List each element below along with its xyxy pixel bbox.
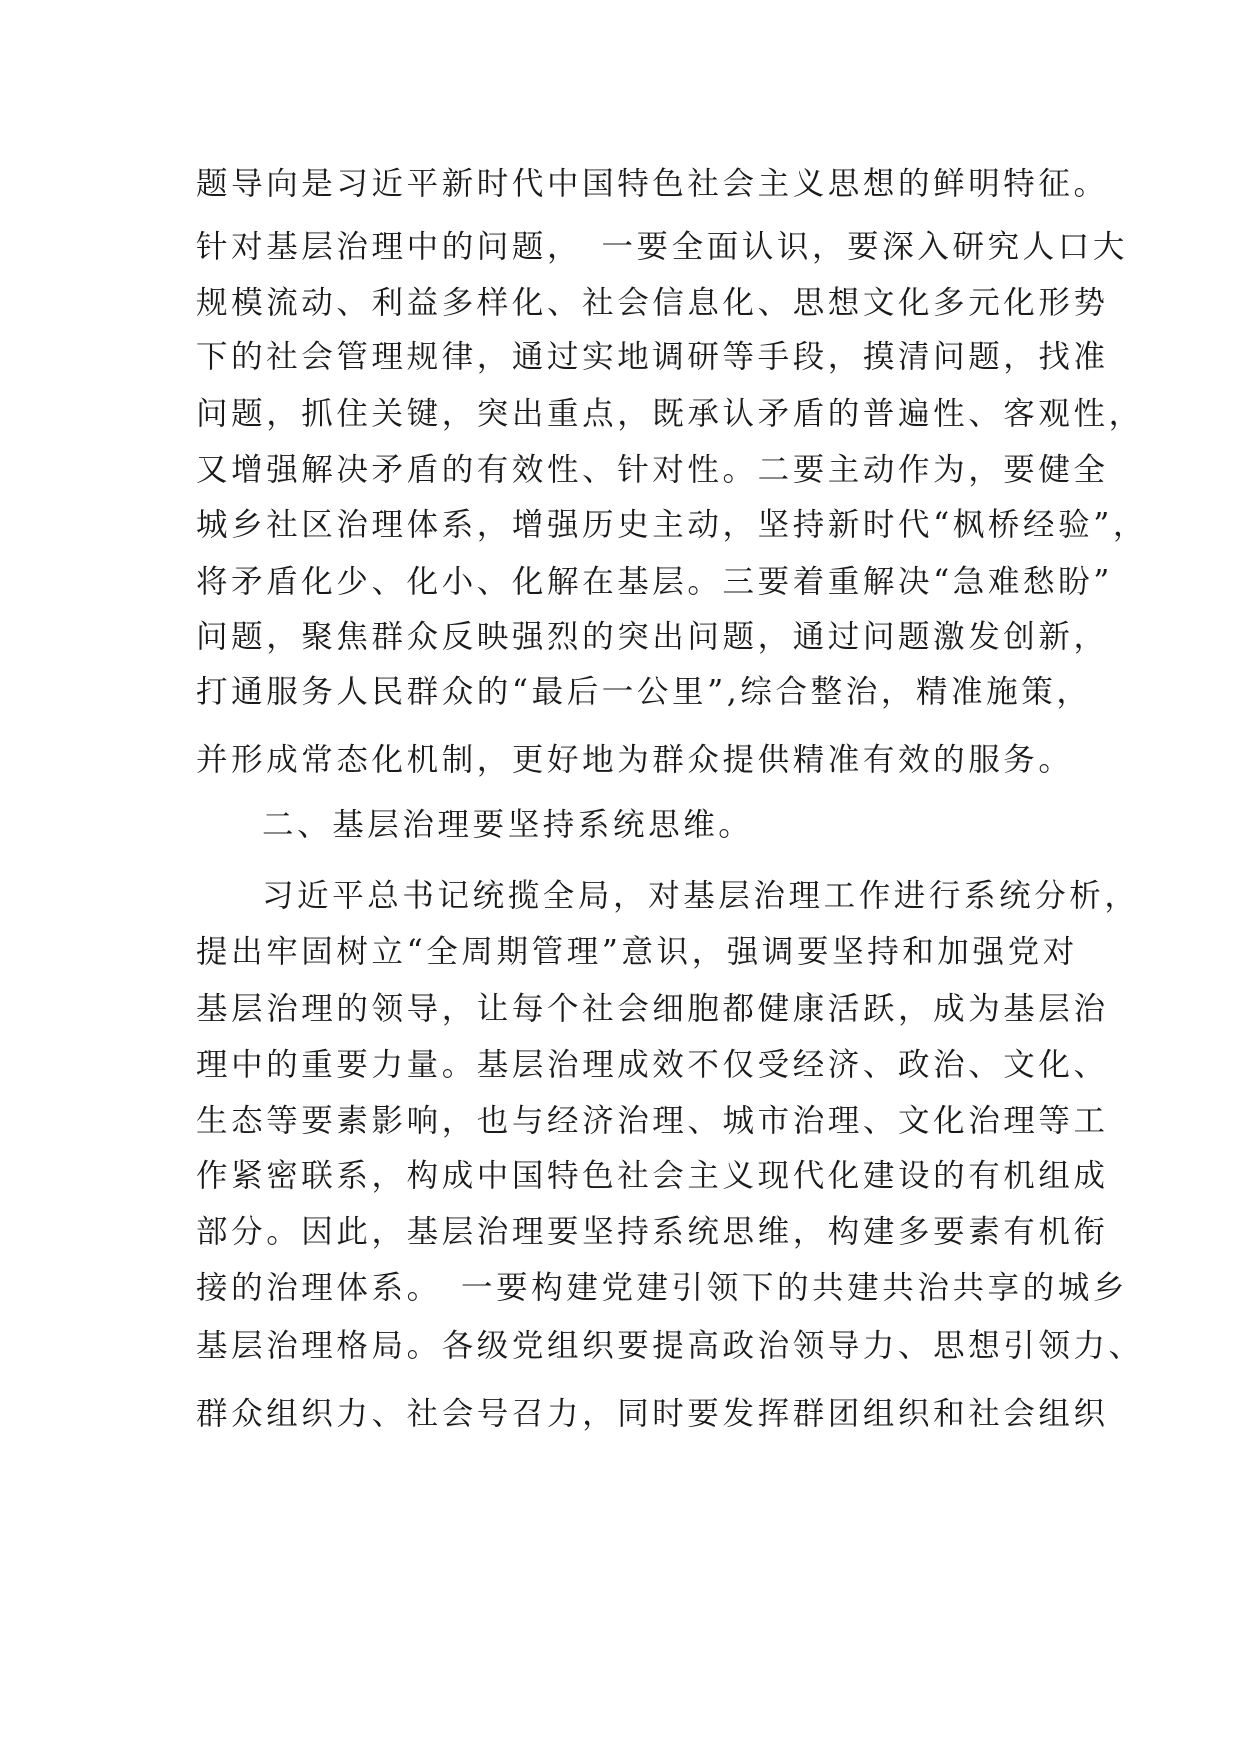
paragraph-line: 提出牢固树立“全周期管理”意识，强调要坚持和加强党对 bbox=[196, 934, 1078, 970]
paragraph-line: 下的社会管理规律，通过实地调研等手段，摸清问题，找准 bbox=[196, 339, 1109, 375]
paragraph-line: 作紧密联系，构成中国特色社会主义现代化建设的有机组成 bbox=[196, 1158, 1109, 1194]
paragraph-line: 基层治理格局。各级党组织要提高政治领导力、思想引领力、 bbox=[196, 1328, 1144, 1364]
paragraph-line: 问题，抓住关键，突出重点，既承认矛盾的普遍性、客观性， bbox=[196, 396, 1144, 432]
paragraph-line: 城乡社区治理体系，增强历史主动，坚持新时代“枫桥经验”， bbox=[196, 507, 1149, 543]
paragraph-line: 问题，聚焦群众反映强烈的突出问题，通过问题激发创新， bbox=[196, 619, 1109, 655]
paragraph-line: 打通服务人民群众的“最后一公里”,综合整治，精准施策， bbox=[196, 674, 1092, 710]
paragraph-line: 题导向是习近平新时代中国特色社会主义思想的鲜明特征。 bbox=[196, 166, 1109, 202]
paragraph-line: 理中的重要力量。基层治理成效不仅受经济、政治、文化、 bbox=[196, 1047, 1109, 1083]
section-heading: 二、基层治理要坚持系统思维。 bbox=[262, 807, 754, 843]
paragraph-line: 将矛盾化少、化小、化解在基层。三要着重解决“急难愁盼” bbox=[196, 564, 1113, 600]
paragraph-line: 规模流动、利益多样化、社会信息化、思想文化多元化形势 bbox=[196, 285, 1109, 321]
paragraph-line: 又增强解决矛盾的有效性、针对性。二要主动作为，要健全 bbox=[196, 452, 1109, 488]
paragraph-line: 群众组织力、社会号召力，同时要发挥群团组织和社会组织 bbox=[196, 1396, 1109, 1432]
paragraph-line: 接的治理体系。 一要构建党建引领下的共建共治共享的城乡 bbox=[196, 1270, 1128, 1306]
paragraph-line: 部分。因此，基层治理要坚持系统思维，构建多要素有机衔 bbox=[196, 1214, 1109, 1250]
paragraph-line: 并形成常态化机制，更好地为群众提供精准有效的服务。 bbox=[196, 742, 1074, 778]
paragraph-line: 生态等要素影响，也与经济治理、城市治理、文化治理等工 bbox=[196, 1103, 1109, 1139]
paragraph-line: 习近平总书记统揽全局，对基层治理工作进行系统分析， bbox=[262, 878, 1140, 914]
paragraph-line: 基层治理的领导，让每个社会细胞都健康活跃，成为基层治 bbox=[196, 991, 1109, 1027]
paragraph-line: 针对基层治理中的问题， 一要全面认识，要深入研究人口大 bbox=[196, 229, 1128, 265]
